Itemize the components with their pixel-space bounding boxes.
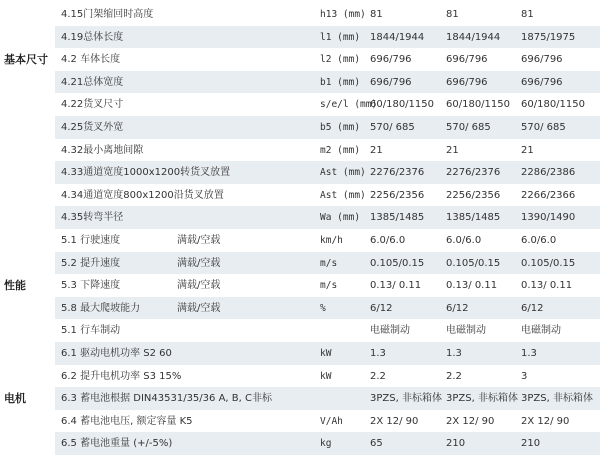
cell-unit: b5 (mm) (320, 122, 361, 133)
cell-v3: 60/180/1150 (521, 99, 585, 111)
table-row (55, 116, 600, 139)
cell-v2: 2.2 (446, 370, 462, 382)
cell-v2: 1.3 (446, 348, 462, 359)
cell-unit: % (320, 302, 326, 314)
cell-v3: 6.0/6.0 (521, 235, 557, 246)
cell-unit: s/e/l (mm) (320, 99, 378, 111)
cell-v1: 0.13/ 0.11 (370, 280, 422, 292)
cell-v1: 6/12 (370, 302, 393, 314)
cell-v3: 3PZS, 非标箱体 (521, 393, 593, 405)
cell-v1: 2.2 (370, 370, 386, 382)
cell-param: 6.2 提升电机功率 S3 15% (61, 370, 182, 382)
cell-v1: 60/180/1150 (370, 99, 434, 111)
section-label: 性能 (4, 278, 26, 292)
cell-v1: 6.0/6.0 (370, 235, 406, 246)
table-row (55, 229, 600, 252)
cell-v1: 电磁制动 (370, 325, 410, 337)
table-row (55, 161, 600, 184)
cell-v2: 210 (446, 438, 466, 450)
table-row (55, 365, 600, 388)
cell-unit: kW (320, 348, 332, 359)
cell-unit: h13 (mm) (320, 9, 366, 20)
cell-v2: 2X 12/ 90 (446, 415, 495, 427)
cell-v3: 696/796 (521, 76, 563, 88)
cell-v1: 65 (370, 438, 383, 450)
cell-v3: 21 (521, 144, 534, 156)
cell-v2: 21 (446, 144, 459, 156)
cell-v1: 1.3 (370, 348, 386, 359)
cell-unit: kg (320, 438, 332, 450)
cell-v3: 2266/2366 (521, 189, 576, 201)
table-row (55, 387, 600, 410)
cell-param: 4.33通道宽度1000x1200转货叉放置 (61, 167, 231, 179)
cell-param: 5.8 最大爬坡能力 (61, 302, 141, 314)
cell-cond: 满载/空载 (177, 280, 221, 292)
table-row (55, 71, 600, 94)
table-row (55, 206, 600, 229)
table-row (55, 432, 600, 455)
cell-param: 4.2 车体长度 (61, 54, 121, 66)
cell-unit: l1 (mm) (320, 31, 361, 43)
cell-v1: 2276/2376 (370, 167, 425, 179)
cell-unit: Ast (mm) (320, 189, 366, 201)
cell-unit: V/Ah (320, 415, 343, 427)
cell-v3: 1875/1975 (521, 31, 576, 43)
cell-v3: 1.3 (521, 348, 537, 359)
table-row (55, 26, 600, 49)
cell-unit: Ast (mm) (320, 167, 366, 179)
table-row (55, 297, 600, 320)
cell-v2: 电磁制动 (446, 325, 486, 337)
cell-param: 5.2 提升速度 (61, 257, 121, 269)
cell-v1: 1844/1944 (370, 31, 425, 43)
cell-v2: 81 (446, 9, 459, 20)
cell-v2: 3PZS, 非标箱体 (446, 393, 518, 405)
cell-param: 6.5 蓄电池重量 (+/-5%) (61, 438, 173, 450)
cell-v2: 2276/2376 (446, 167, 501, 179)
cell-param: 5.1 行驶速度 (61, 235, 121, 246)
cell-unit: kW (320, 370, 332, 382)
cell-cond: 满载/空载 (177, 257, 221, 269)
section-label: 电机 (4, 391, 26, 405)
cell-v1: 1385/1485 (370, 212, 425, 224)
table-row (55, 3, 600, 26)
cell-unit: Wa (mm) (320, 212, 361, 224)
cell-v1: 21 (370, 144, 383, 156)
cell-param: 4.34通道宽度800x1200沿货叉放置 (61, 189, 224, 201)
cell-param: 4.19总体长度 (61, 31, 124, 43)
cell-unit: b1 (mm) (320, 76, 361, 88)
cell-unit: m2 (mm) (320, 144, 361, 156)
cell-param: 5.1 行车制动 (61, 325, 121, 337)
table-row (55, 184, 600, 207)
table-row (55, 319, 600, 342)
cell-unit: m/s (320, 257, 338, 269)
cell-v3: 210 (521, 438, 541, 450)
cell-param: 4.25货叉外宽 (61, 122, 124, 133)
cell-v2: 6.0/6.0 (446, 235, 482, 246)
cell-param: 4.32最小离地间隙 (61, 144, 144, 156)
cell-v1: 81 (370, 9, 383, 20)
cell-v2: 696/796 (446, 76, 488, 88)
cell-v1: 2X 12/ 90 (370, 415, 419, 427)
cell-v2: 0.105/0.15 (446, 257, 501, 269)
cell-v1: 696/796 (370, 76, 412, 88)
cell-cond: 满载/空载 (177, 235, 221, 246)
cell-v2: 1844/1944 (446, 31, 501, 43)
cell-param: 6.3 蓄电池根据 DIN43531/35/36 A, B, C非标 (61, 393, 272, 405)
cell-v2: 6/12 (446, 302, 469, 314)
cell-unit: m/s (320, 280, 338, 292)
cell-v3: 0.13/ 0.11 (521, 280, 573, 292)
table-row (55, 139, 600, 162)
cell-v2: 60/180/1150 (446, 99, 510, 111)
table-row (55, 252, 600, 275)
cell-param: 4.15门架缩回时高度 (61, 9, 154, 20)
cell-v3: 1390/1490 (521, 212, 576, 224)
cell-param: 4.35转弯半径 (61, 212, 124, 224)
cell-v3: 81 (521, 9, 534, 20)
cell-v3: 0.105/0.15 (521, 257, 576, 269)
table-row (55, 48, 600, 71)
table-row (55, 274, 600, 297)
cell-param: 6.1 驱动电机功率 S2 60 (61, 348, 172, 359)
cell-v3: 电磁制动 (521, 325, 561, 337)
cell-v2: 0.13/ 0.11 (446, 280, 498, 292)
cell-v1: 3PZS, 非标箱体 (370, 393, 442, 405)
cell-v1: 0.105/0.15 (370, 257, 425, 269)
cell-v3: 570/ 685 (521, 122, 566, 133)
cell-v3: 6/12 (521, 302, 544, 314)
cell-v1: 570/ 685 (370, 122, 415, 133)
cell-cond: 满载/空载 (177, 302, 221, 314)
table-row (55, 93, 600, 116)
cell-v2: 2256/2356 (446, 189, 501, 201)
cell-unit: l2 (mm) (320, 54, 361, 66)
cell-v1: 2256/2356 (370, 189, 425, 201)
cell-v3: 2286/2386 (521, 167, 576, 179)
cell-v3: 696/796 (521, 54, 563, 66)
table-row (55, 410, 600, 433)
section-label: 基本尺寸 (4, 52, 48, 66)
cell-v2: 1385/1485 (446, 212, 501, 224)
cell-v3: 2X 12/ 90 (521, 415, 570, 427)
cell-v2: 570/ 685 (446, 122, 491, 133)
cell-v2: 696/796 (446, 54, 488, 66)
cell-param: 6.4 蓄电池电压, 额定容量 K5 (61, 415, 193, 427)
cell-param: 4.22货叉尺寸 (61, 99, 124, 111)
cell-v1: 696/796 (370, 54, 412, 66)
cell-param: 4.21总体宽度 (61, 76, 124, 88)
cell-unit: km/h (320, 235, 343, 246)
cell-v3: 3 (521, 370, 528, 382)
cell-param: 5.3 下降速度 (61, 280, 121, 292)
table-row (55, 342, 600, 365)
